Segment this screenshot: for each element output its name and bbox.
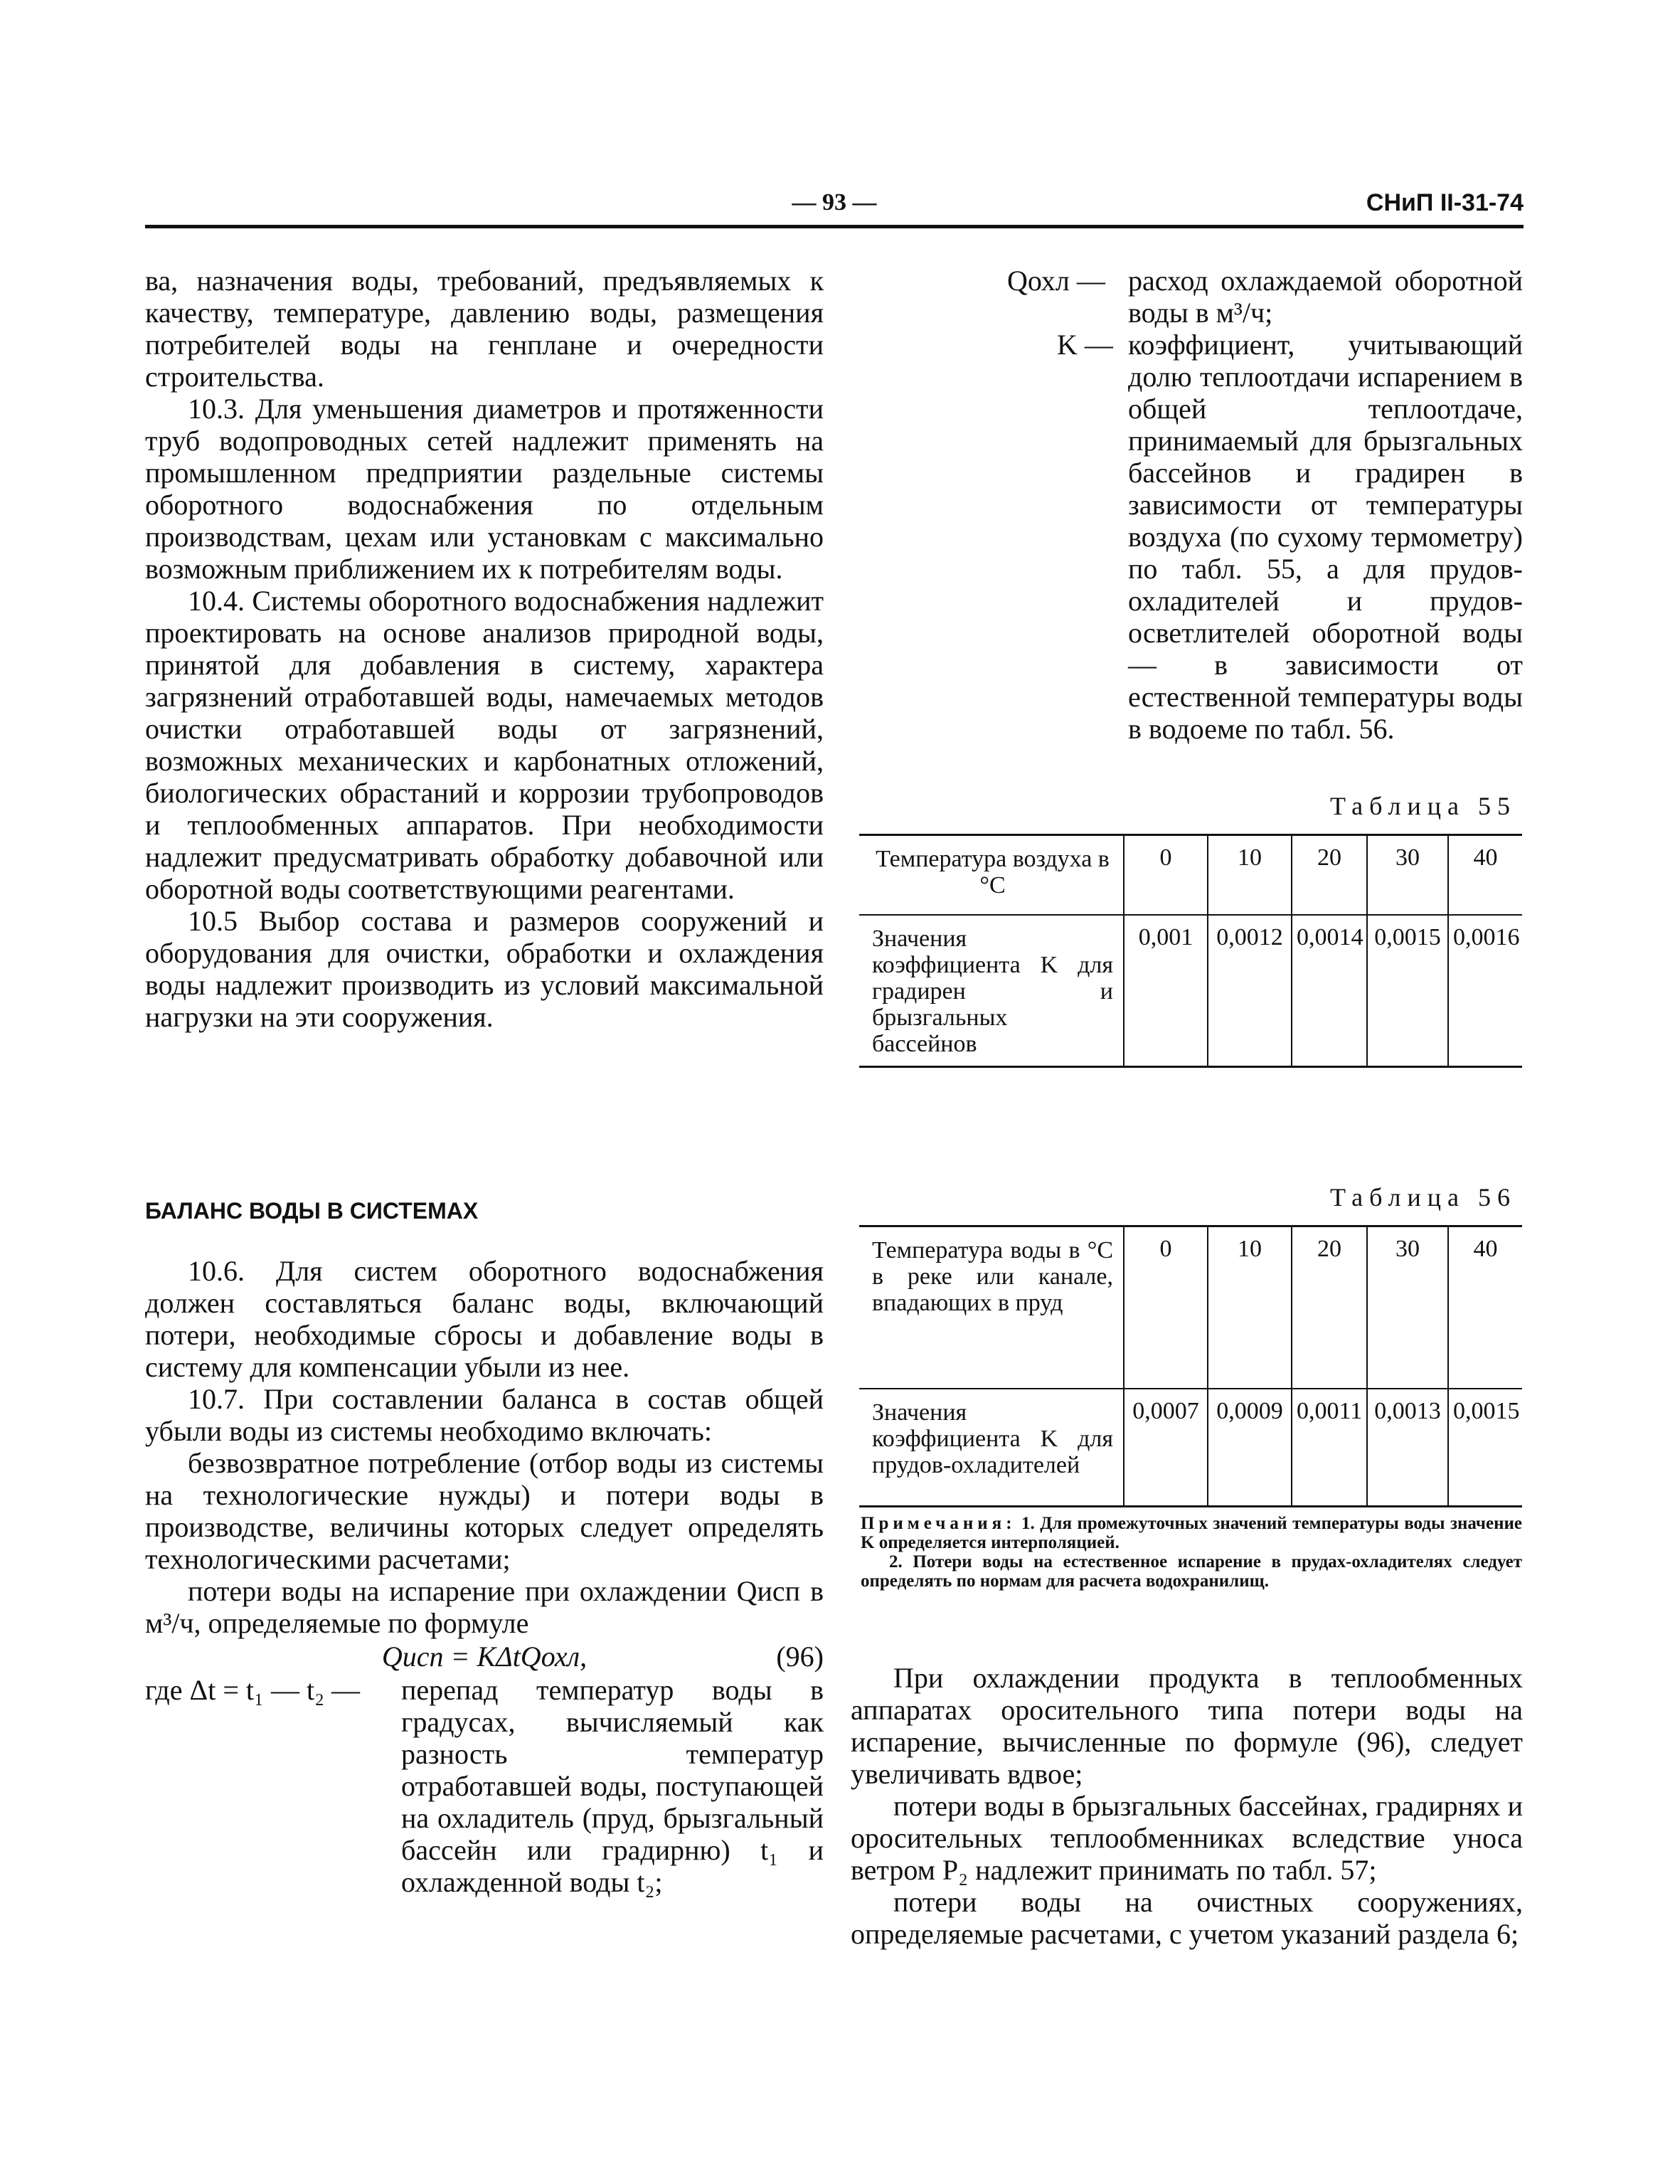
definition-k xyxy=(851,329,1523,745)
right-column-bottom xyxy=(851,1662,1523,1950)
formula-96 xyxy=(145,1640,824,1673)
table-cell: 0,001 xyxy=(1124,915,1208,1067)
table-cell: 0,0012 xyxy=(1208,915,1292,1067)
definition-q xyxy=(851,265,1523,329)
table-55-caption: Таблица 55 xyxy=(1330,792,1516,820)
table-cell: 0,0009 xyxy=(1208,1389,1292,1507)
table-header-label: Температура воды в °С в реке или канале, впадающих в пруд xyxy=(859,1226,1124,1389)
right-column-top xyxy=(851,265,1523,745)
table-header-cell: 40 xyxy=(1448,1226,1522,1389)
table-56 xyxy=(859,1225,1522,1507)
paragraph-10-7: 10.7. При составлении баланса в состав общей убыли воды из системы необходимо включать: xyxy=(145,1383,824,1447)
definition-text: расход охлаждаемой оборотной воды в м³/ч; xyxy=(1128,265,1523,329)
table-cell: 0,0015 xyxy=(1367,915,1448,1067)
paragraph-10-4: 10.4. Системы оборотного водоснабжения надлежит проектировать на основе анализов природной воды, принятой для добавления в систему, характера загрязнений отработавшей воды, намечаемых методов очистки отработавшей воды от загрязнений, возможных механических и карбонатных отложений, биологических обрастаний и коррозии трубопроводов и теплообменных аппаратов. При необходимости надлежит предусматривать обработку добавочной или оборотной воды соответствующими реагентами. xyxy=(145,585,824,905)
note-1: 1. Для промежуточных значений температуры воды значение K определяется интерполяцией. xyxy=(861,1514,1522,1552)
definition-text: перепад температур воды в градусах, вычисляемый как разность температур отработавшей воды, поступающей на охладитель (пруд, брызгальный бассейн или градирню) t₁ и охлажденной воды t₂; xyxy=(401,1674,824,1898)
table-55 xyxy=(859,834,1522,1068)
table-header-cell: 0 xyxy=(1124,835,1208,915)
paragraph: потери воды на очистных сооружениях, определяемые расчетами, с учетом указаний раздела 6; xyxy=(851,1886,1523,1950)
paragraph: потери воды на испарение при охлаждении Qисп в м³/ч, определяемые по формуле xyxy=(145,1575,824,1639)
table-cell: 0,0007 xyxy=(1124,1389,1208,1507)
table-cell: 0,0011 xyxy=(1292,1389,1367,1507)
definition-label: K — xyxy=(1057,329,1113,361)
table-cell: 0,0016 xyxy=(1448,915,1522,1067)
formula-number: (96) xyxy=(776,1640,824,1673)
table-header-cell: 20 xyxy=(1292,1226,1367,1389)
header-rule xyxy=(145,225,1524,228)
table-notes xyxy=(861,1514,1522,1591)
paragraph: ва, назначения воды, требований, предъявляемых к качеству, температуре, давлению воды, размещения потребителей воды на генплане и очередности строительства. xyxy=(145,265,824,393)
paragraph-10-3: 10.3. Для уменьшения диаметров и протяженности труб водопроводных сетей надлежит применять на промышленном предприятии раздельные системы оборотного водоснабжения по отдельным производствам, цехам или установкам с максимально возможным приближением их к потребителям воды. xyxy=(145,393,824,585)
page-number: — 93 — xyxy=(792,189,877,216)
notes-title: Примечания: xyxy=(861,1514,1016,1533)
table-header-cell: 10 xyxy=(1208,835,1292,915)
table-header-cell: 20 xyxy=(1292,835,1367,915)
table-cell: 0,0015 xyxy=(1448,1389,1522,1507)
table-header-cell: 40 xyxy=(1448,835,1522,915)
left-column-top xyxy=(145,265,824,1033)
table-header-cell: 30 xyxy=(1367,835,1448,915)
formula-expression: Qисп = KΔtQохл, xyxy=(381,1640,588,1673)
table-header-cell: 10 xyxy=(1208,1226,1292,1389)
document-code: СНиП II-31-74 xyxy=(1366,189,1524,216)
table-row-label: Значения коэффициента K для градирен и брызгальных бассейнов xyxy=(859,915,1124,1067)
definition-label: Qохл — xyxy=(1007,265,1105,297)
table-header-cell: 30 xyxy=(1367,1226,1448,1389)
paragraph: потери воды в брызгальных бассейнах, градирнях и оросительных теплообменниках вследствие уноса ветром P₂ надлежит принимать по табл. 57; xyxy=(851,1790,1523,1886)
table-56-caption: Таблица 56 xyxy=(1330,1183,1516,1212)
table-row-label: Значения коэффициента K для прудов-охладителей xyxy=(859,1389,1124,1507)
section-heading: БАЛАНС ВОДЫ В СИСТЕМАХ xyxy=(145,1198,479,1224)
definition-text: коэффициент, учитывающий долю теплоотдачи испарением в общей теплоотдаче, принимаемый для брызгальных бассейнов и градирен в зависимости от температуры воздуха (по сухому термометру) по табл. 55, а для прудов-охладителей и прудов-осветлителей оборотной воды — в зависимости от естественной температуры воды в водоеме по табл. 56. xyxy=(1128,329,1523,745)
note-2: 2. Потери воды на естественное испарение в прудах-охладителях следует определять по нормам для расчета водохранилищ. xyxy=(861,1552,1522,1591)
paragraph-10-5: 10.5 Выбор состава и размеров сооружений и оборудования для очистки, обработки и охлаждения воды надлежит производить из условий максимальной нагрузки на эти сооружения. xyxy=(145,905,824,1033)
table-header-label: Температура воздуха в °С xyxy=(859,835,1124,915)
paragraph: При охлаждении продукта в теплообменных аппаратах оросительного типа потери воды на испарение, вычисленные по формуле (96), следует увеличивать вдвое; xyxy=(851,1662,1523,1790)
left-column-bottom xyxy=(145,1255,824,1898)
formula-definition-dt xyxy=(145,1674,824,1898)
definition-label: где Δt = t₁ — t₂ — xyxy=(145,1674,361,1706)
table-header-cell: 0 xyxy=(1124,1226,1208,1389)
paragraph-10-6: 10.6. Для систем оборотного водоснабжения должен составляться баланс воды, включающий потери, необходимые сбросы и добавление воды в систему для компенсации убыли из нее. xyxy=(145,1255,824,1383)
table-cell: 0,0014 xyxy=(1292,915,1367,1067)
paragraph: безвозвратное потребление (отбор воды из системы на технологические нужды) и потери воды в производстве, величины которых следует определять технологическими расчетами; xyxy=(145,1447,824,1575)
table-cell: 0,0013 xyxy=(1367,1389,1448,1507)
page-header xyxy=(145,189,1524,228)
